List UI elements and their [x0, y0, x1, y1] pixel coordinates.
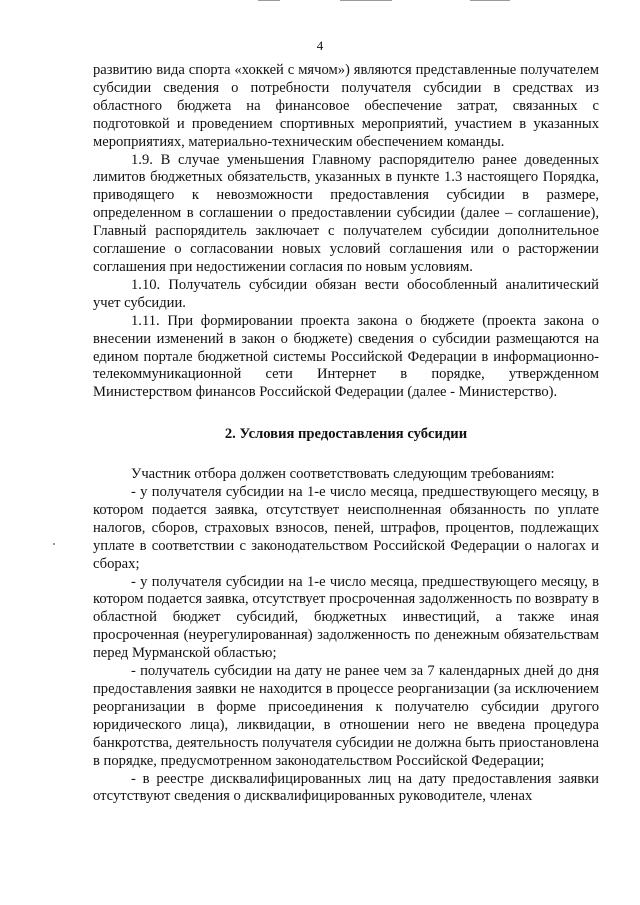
requirement-item: - у получателя субсидии на 1-е число месяца, предшествующего месяцу, в котором подается заявка, отсутствует неисполненная обязанность по уплате налогов, сборов, страховых взносов, пеней, штрафов, процентов, подлежащих уплате в соответствии с законодательством Российской Федерации о налогах и сборах;	[93, 484, 599, 572]
page-number: 4	[316, 38, 324, 53]
paragraph-1-9: 1.9. В случае уменьшения Главному распорядителю ранее доведенных лимитов бюджетных обязательств, указанных в пункте 1.3 настоящего Порядка, приводящего к невозможности предоставления субсидии в размере, определенном в соглашении о предоставлении субсидии (далее – соглашение), Главный распорядитель заключает с получателем субсидии дополнительное соглашение о согласовании новых условий соглашения или о расторжении соглашения при недостижении согласия по новым условиям.	[93, 151, 599, 275]
section-intro: Участник отбора должен соответствовать следующим требованиям:	[131, 466, 555, 483]
document-body	[93, 62, 599, 806]
requirement-item: - у получателя субсидии на 1-е число месяца, предшествующего месяцу, в котором подается заявка, отсутствует просроченная задолженность по возврату в областной бюджет субсидий, бюджетных инвестиций, а также иная просроченная (неурегулированная) задолженность по денежным обязательствам перед Мурманской областью;	[93, 573, 599, 662]
requirement-item: - в реестре дисквалифицированных лиц на дату предоставления заявки отсутствуют сведения о дисквалифицированных руководителе, членах	[93, 770, 599, 805]
requirement-item: - получатель субсидии на дату не ранее чем за 7 календарных дней до дня предоставления заявки не находится в процессе реорганизации (за исключением реорганизации в форме присоединения к получателю субсидии другого юридического лица), ликвидации, в отношении него не введена процедура банкротства, деятельность получателя субсидии не должна быть приостановлена в порядке, предусмотренном законодательством Российской Федерации;	[93, 663, 599, 769]
scan-top-marks	[0, 0, 640, 4]
paragraph-1-10: 1.10. Получатель субсидии обязан вести обособленный аналитический учет субсидии.	[93, 276, 599, 311]
paragraph-continuation: развитию вида спорта «хоккей с мячом») являются представленные получателем субсидии сведения о потребности получателя субсидии в средствах из областного бюджета на финансовое обеспечение затрат, связанных с подготовкой и проведением спортивных мероприятий, участием в указанных мероприятиях, материально-техническим обеспечением команды.	[93, 62, 599, 150]
margin-dot	[53, 543, 55, 545]
section-heading: 2. Условия предоставления субсидии	[224, 426, 468, 443]
paragraph-1-11: 1.11. При формировании проекта закона о бюджете (проекта закона о внесении изменений в закон о бюджете) сведения о субсидии размещаются на едином портале бюджетной системы Российской Федерации в информационно-телекоммуникационной сети Интернет в порядке, утвержденном Министерством финансов Российской Федерации (далее - Министерство).	[93, 312, 599, 401]
